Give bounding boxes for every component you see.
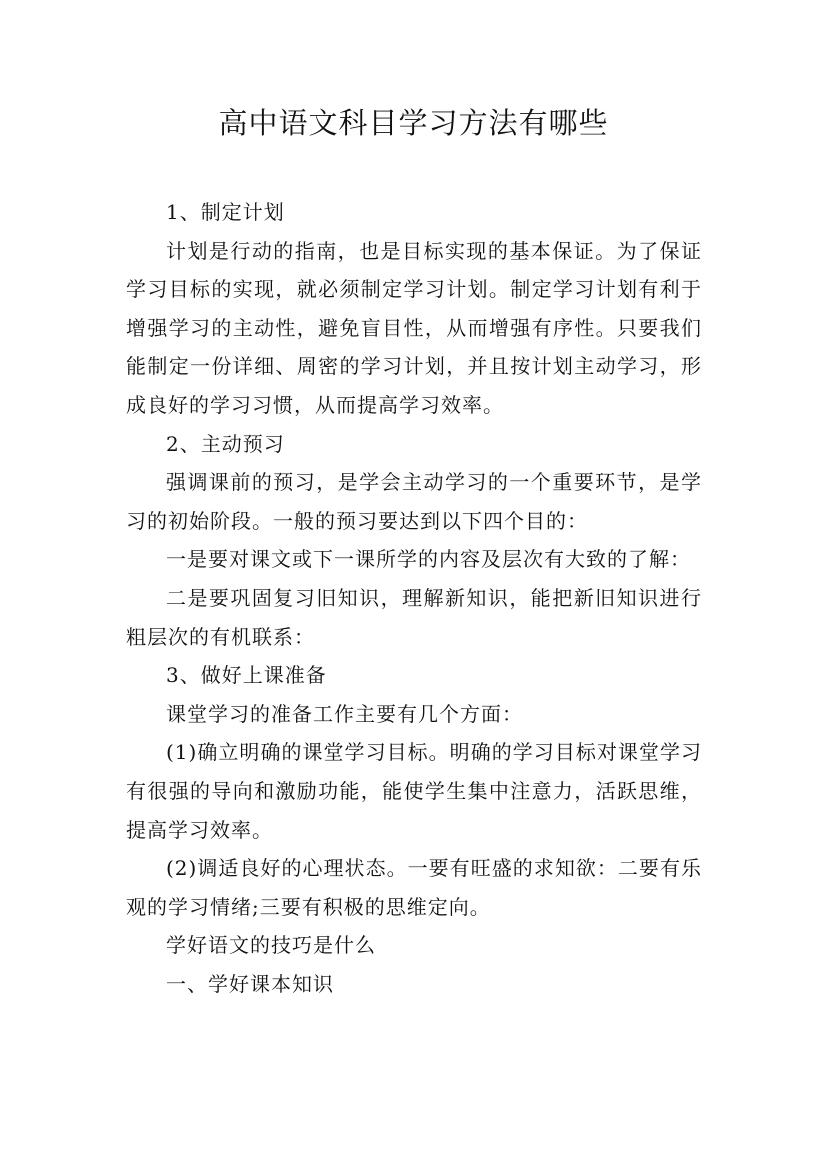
- document-title: 高中语文科目学习方法有哪些: [218, 106, 609, 140]
- heading-active-preview: 2、主动预习: [166, 431, 285, 456]
- paragraph-goal-one: 一是要对课文或下一课所学的内容及层次有大致的了解：: [166, 547, 691, 572]
- heading-chinese-tips: 学好语文的技巧是什么: [166, 933, 376, 958]
- paragraph-prep-item-1: (1)确立明确的课堂学习目标。明确的学习目标对课堂学习有很强的导向和激励功能，能使学生集中注意力，活跃思维，提高学习效率。: [126, 740, 702, 842]
- document-body: [126, 193, 702, 1003]
- heading-make-plan: 1、制定计划: [166, 200, 285, 224]
- paragraph-goal-two: 二是要巩固复习旧知识，理解新知识，能把新旧知识进行粗层次的有机联系：: [126, 585, 702, 649]
- paragraph-plan-text: 计划是行动的指南，也是目标实现的基本保证。为了保证学习目标的实现，就必须制定学习计划。制定学习计划有利于增强学习的主动性，避免盲目性，从而增强有序性。只要我们能制定一份详细、周密的学习计划，并且按计划主动学习，形成良好的学习习惯，从而提高学习效率。: [126, 238, 702, 417]
- heading-textbook-knowledge: 一、学好课本知识: [166, 971, 334, 996]
- paragraph-prep-item-2: (2)调适良好的心理状态。一要有旺盛的求知欲：二要有乐观的学习情绪;三要有积极的思维定向。: [126, 856, 702, 919]
- heading-class-prep: 3、做好上课准备: [166, 663, 327, 688]
- paragraph-preview-text: 强调课前的预习，是学会主动学习的一个重要环节，是学习的初始阶段。一般的预习要达到以下四个目的：: [126, 470, 702, 533]
- paragraph-prep-intro: 课堂学习的准备工作主要有几个方面：: [166, 701, 523, 726]
